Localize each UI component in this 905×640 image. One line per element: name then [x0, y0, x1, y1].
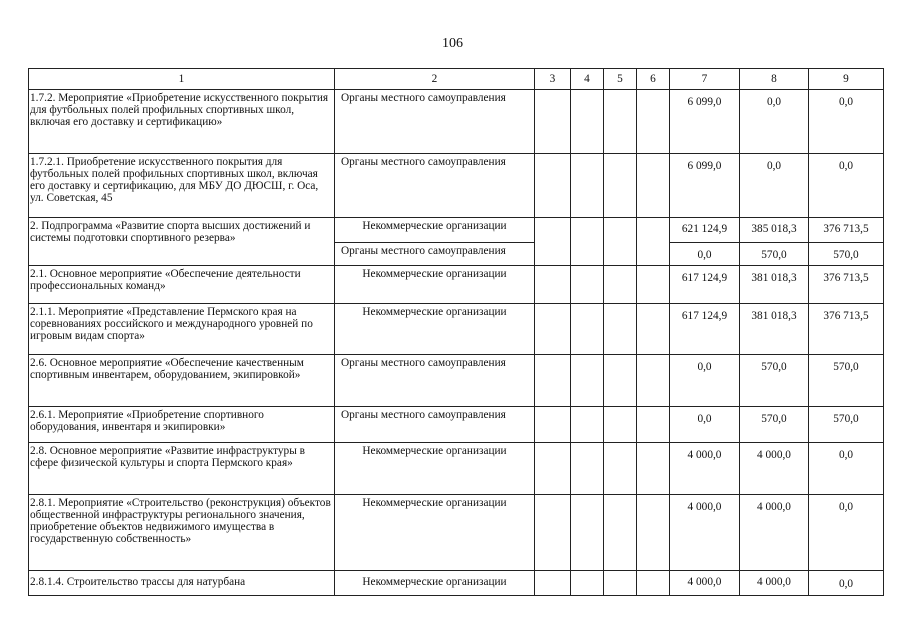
cell-empty — [571, 443, 604, 495]
cell-empty — [571, 218, 604, 266]
cell-col9: 570,0 — [809, 243, 884, 266]
cell-col8: 4 000,0 — [740, 571, 809, 596]
cell-col7: 4 000,0 — [670, 443, 740, 495]
cell-col7: 4 000,0 — [670, 495, 740, 571]
cell-empty — [535, 90, 571, 154]
cell-col7: 617 124,9 — [670, 266, 740, 304]
table-row — [29, 355, 884, 407]
cell-empty — [604, 304, 637, 355]
cell-col9: 570,0 — [809, 407, 884, 443]
cell-col9: 570,0 — [809, 355, 884, 407]
cell-col9: 0,0 — [809, 90, 884, 154]
cell-empty — [604, 495, 637, 571]
row-executor: Некоммерческие организации — [335, 304, 535, 355]
col-header: 5 — [604, 69, 637, 90]
col-header: 4 — [571, 69, 604, 90]
cell-col7: 0,0 — [670, 355, 740, 407]
cell-col8: 570,0 — [740, 355, 809, 407]
cell-col8: 381 018,3 — [740, 304, 809, 355]
cell-empty — [535, 495, 571, 571]
cell-empty — [637, 571, 670, 596]
table-row — [29, 571, 884, 596]
col-header: 1 — [29, 69, 335, 90]
cell-col8: 385 018,3 — [740, 218, 809, 243]
cell-empty — [535, 571, 571, 596]
row-executor: Органы местного самоуправления — [335, 355, 535, 407]
cell-empty — [571, 304, 604, 355]
cell-empty — [604, 90, 637, 154]
cell-empty — [535, 407, 571, 443]
cell-empty — [604, 571, 637, 596]
table-row — [29, 266, 884, 304]
cell-col9: 0,0 — [809, 154, 884, 218]
cell-empty — [571, 495, 604, 571]
cell-empty — [535, 154, 571, 218]
page-number: 106 — [442, 36, 463, 51]
table-row — [29, 304, 884, 355]
row-name: 2.8.1.4. Строительство трассы для натурбана — [29, 571, 335, 596]
row-executor: Органы местного самоуправления — [335, 243, 535, 266]
row-executor: Органы местного самоуправления — [335, 90, 535, 154]
cell-empty — [571, 355, 604, 407]
cell-col7: 6 099,0 — [670, 90, 740, 154]
cell-col8: 4 000,0 — [740, 443, 809, 495]
cell-empty — [637, 266, 670, 304]
cell-empty — [604, 407, 637, 443]
row-executor: Некоммерческие организации — [335, 266, 535, 304]
cell-col7: 4 000,0 — [670, 571, 740, 596]
cell-col8: 570,0 — [740, 243, 809, 266]
col-header: 6 — [637, 69, 670, 90]
cell-empty — [571, 154, 604, 218]
row-executor: Органы местного самоуправления — [335, 407, 535, 443]
cell-empty — [604, 355, 637, 407]
cell-empty — [571, 90, 604, 154]
cell-empty — [604, 154, 637, 218]
cell-col9: 376 713,5 — [809, 266, 884, 304]
cell-empty — [637, 90, 670, 154]
table-row — [29, 90, 884, 154]
cell-empty — [637, 218, 670, 266]
cell-empty — [535, 355, 571, 407]
col-header: 9 — [809, 69, 884, 90]
budget-table — [28, 68, 884, 596]
cell-empty — [637, 407, 670, 443]
table-row — [29, 154, 884, 218]
row-executor: Некоммерческие организации — [335, 495, 535, 571]
row-name: 2. Подпрограмма «Развитие спорта высших достижений и системы подготовки спортивного резерва» — [29, 218, 335, 266]
cell-col9: 376 713,5 — [809, 304, 884, 355]
row-executor: Органы местного самоуправления — [335, 154, 535, 218]
cell-empty — [637, 495, 670, 571]
row-name: 2.6. Основное мероприятие «Обеспечение качественным спортивным инвентарем, оборудованием, экипировкой» — [29, 355, 335, 407]
row-name: 2.6.1. Мероприятие «Приобретение спортивного оборудования, инвентаря и экипировки» — [29, 407, 335, 443]
cell-empty — [637, 154, 670, 218]
cell-col8: 0,0 — [740, 154, 809, 218]
cell-col8: 570,0 — [740, 407, 809, 443]
cell-empty — [571, 407, 604, 443]
cell-empty — [604, 443, 637, 495]
cell-col9: 376 713,5 — [809, 218, 884, 243]
col-header: 7 — [670, 69, 740, 90]
cell-empty — [637, 355, 670, 407]
cell-col7: 0,0 — [670, 243, 740, 266]
cell-empty — [604, 218, 637, 266]
cell-col7: 621 124,9 — [670, 218, 740, 243]
cell-col9: 0,0 — [809, 443, 884, 495]
cell-empty — [535, 304, 571, 355]
cell-empty — [571, 571, 604, 596]
row-name: 1.7.2.1. Приобретение искусственного покрытия для футбольных полей профильных спортивных школ, включая его доставку и сертификацию, для МБУ ДО ДЮСШ, г. Оса, ул. Советская, 45 — [29, 154, 335, 218]
table-row — [29, 407, 884, 443]
row-name: 2.1.1. Мероприятие «Представление Пермского края на соревнованиях российского и международного уровней по игровым видам спорта» — [29, 304, 335, 355]
cell-col8: 0,0 — [740, 90, 809, 154]
row-executor: Некоммерческие организации — [335, 571, 535, 596]
table-row — [29, 495, 884, 571]
cell-col9: 0,0 — [809, 571, 884, 596]
cell-empty — [535, 443, 571, 495]
cell-col7: 6 099,0 — [670, 154, 740, 218]
cell-empty — [637, 443, 670, 495]
cell-empty — [535, 218, 571, 266]
table-row — [29, 218, 884, 243]
col-header: 3 — [535, 69, 571, 90]
row-executor: Некоммерческие организации — [335, 443, 535, 495]
cell-col7: 0,0 — [670, 407, 740, 443]
row-name: 1.7.2. Мероприятие «Приобретение искусственного покрытия для футбольных полей профильных спортивных школ, включая его доставку и сертификацию» — [29, 90, 335, 154]
row-executor: Некоммерческие организации — [335, 218, 535, 243]
cell-empty — [535, 266, 571, 304]
cell-empty — [604, 266, 637, 304]
header-row — [29, 69, 884, 90]
cell-empty — [637, 304, 670, 355]
row-name: 2.8. Основное мероприятие «Развитие инфраструктуры в сфере физической культуры и спорта Пермского края» — [29, 443, 335, 495]
cell-empty — [571, 266, 604, 304]
col-header: 8 — [740, 69, 809, 90]
cell-col8: 381 018,3 — [740, 266, 809, 304]
col-header: 2 — [335, 69, 535, 90]
row-name: 2.8.1. Мероприятие «Строительство (реконструкция) объектов общественной инфраструктуры регионального значения, приобретение объектов недвижимого имущества в государственную собственность» — [29, 495, 335, 571]
row-name: 2.1. Основное мероприятие «Обеспечение деятельности профессиональных команд» — [29, 266, 335, 304]
table-row — [29, 443, 884, 495]
cell-col8: 4 000,0 — [740, 495, 809, 571]
cell-col9: 0,0 — [809, 495, 884, 571]
cell-col7: 617 124,9 — [670, 304, 740, 355]
